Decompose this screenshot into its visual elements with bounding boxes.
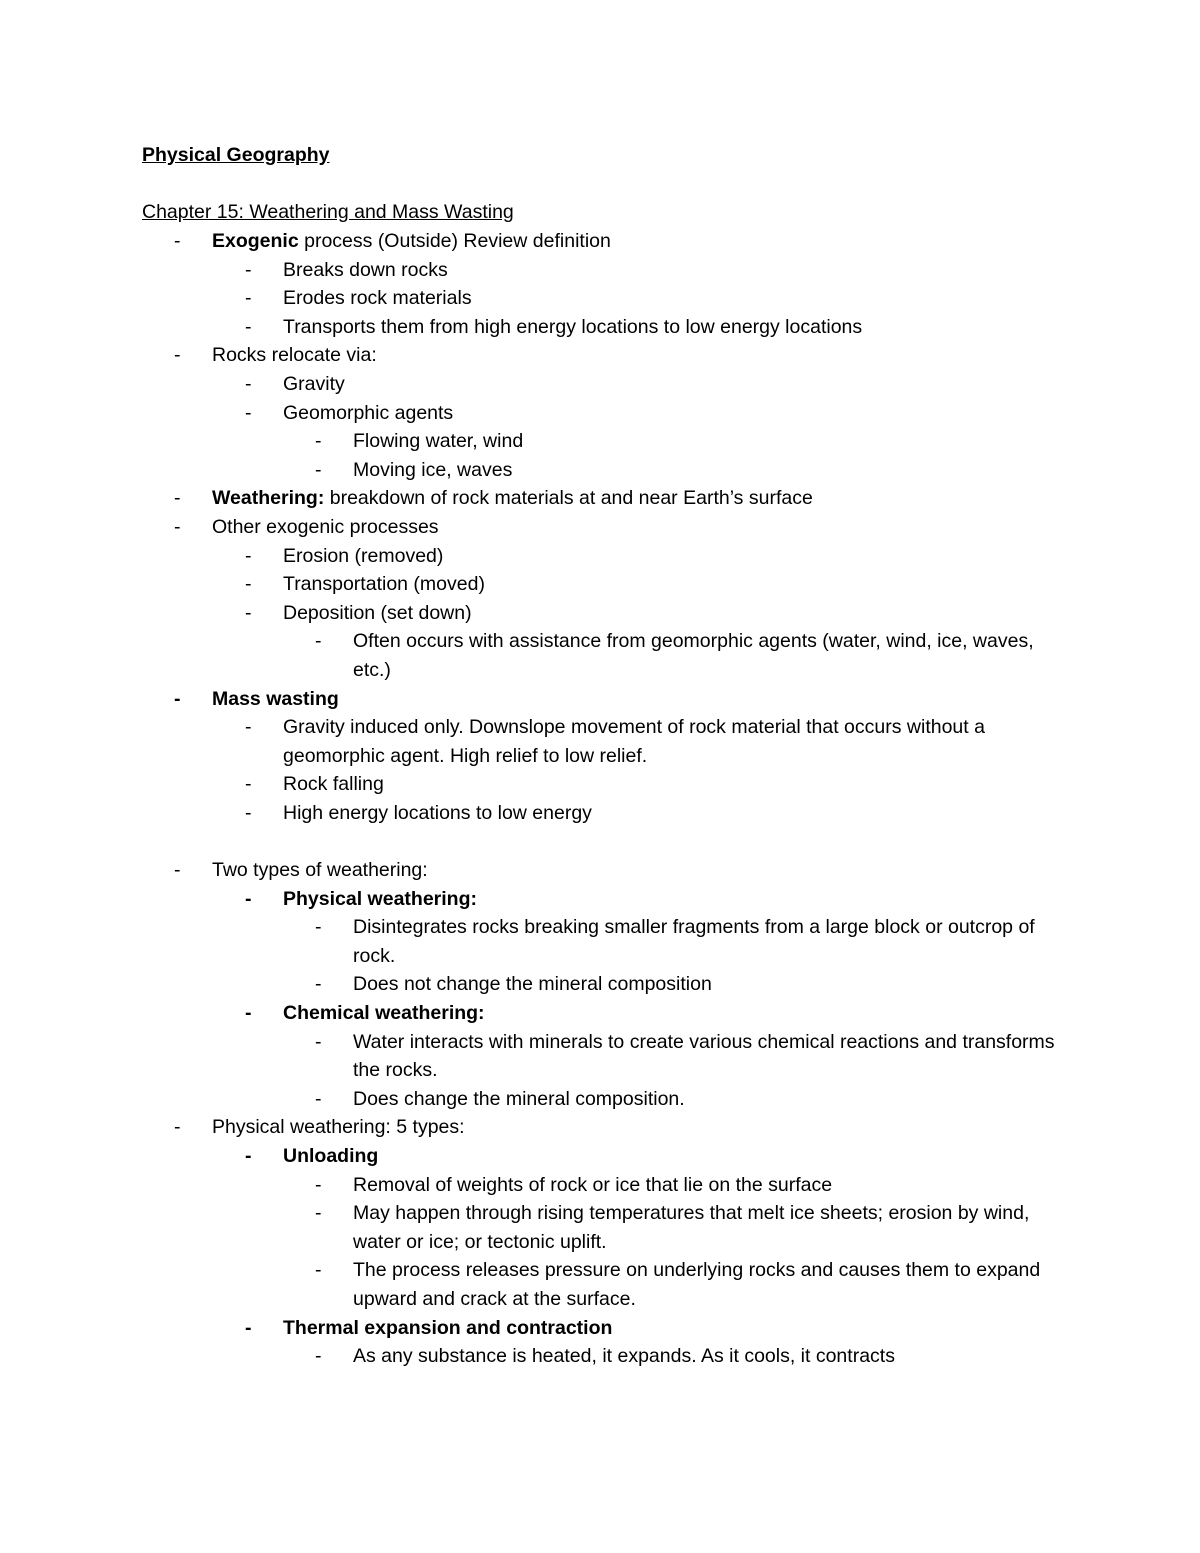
list-item-text <box>283 256 1073 285</box>
item-body-text: Erodes rock materials <box>283 287 472 310</box>
list-item <box>0 970 1200 999</box>
bullet-dash: - <box>174 1116 181 1139</box>
list-item-text <box>353 1085 1073 1114</box>
list-item-text <box>353 627 1073 684</box>
list-item-text <box>212 1113 1092 1142</box>
list-item-text <box>283 399 1073 428</box>
list-item <box>0 856 1200 885</box>
list-item <box>0 1256 1200 1313</box>
bullet-dash: - <box>315 1087 322 1110</box>
bullet-dash: - <box>315 1030 322 1053</box>
list-item-text <box>353 1171 1073 1200</box>
chapter-heading: Chapter 15: Weathering and Mass Wasting <box>142 201 514 223</box>
list-item <box>0 341 1200 370</box>
list-item-text <box>283 999 1073 1028</box>
list-item-text <box>283 799 1073 828</box>
item-body-text: Transportation (moved) <box>283 573 485 596</box>
bullet-dash: - <box>245 716 252 739</box>
item-body-text: Rocks relocate via: <box>212 344 377 367</box>
list-item <box>0 456 1200 485</box>
bullet-dash: - <box>315 458 322 481</box>
list-item <box>0 627 1200 684</box>
bullet-dash: - <box>315 1202 322 1225</box>
item-body-text: Moving ice, waves <box>353 458 513 481</box>
list-item-text <box>283 885 1073 914</box>
bullet-dash: - <box>174 859 181 882</box>
list-item <box>0 1142 1200 1171</box>
bullet-dash: - <box>315 630 322 653</box>
list-item-text <box>212 856 1092 885</box>
list-item <box>0 1314 1200 1343</box>
bullet-dash: - <box>245 801 252 824</box>
list-item <box>0 513 1200 542</box>
item-body-text: Erosion (removed) <box>283 544 444 567</box>
list-item-text <box>353 970 1073 999</box>
list-item <box>0 770 1200 799</box>
list-item <box>0 256 1200 285</box>
list-item-text <box>283 770 1073 799</box>
list-item-text <box>353 1028 1073 1085</box>
item-body-text: High energy locations to low energy <box>283 801 592 824</box>
bold-term: Physical weathering: <box>283 887 477 910</box>
list-item-text <box>283 599 1073 628</box>
list-item-text <box>353 1256 1073 1313</box>
list-item <box>0 399 1200 428</box>
item-body-text: Does change the mineral composition. <box>353 1087 685 1110</box>
list-item <box>0 484 1200 513</box>
document-title: Physical Geography <box>142 144 330 166</box>
item-body-text: Geomorphic agents <box>283 401 454 424</box>
list-item-text <box>212 513 1092 542</box>
list-item-text <box>283 570 1073 599</box>
item-body-text: Other exogenic processes <box>212 515 439 538</box>
item-body-text: Disintegrates rocks breaking smaller fragments from a large block or outcrop of rock. <box>353 916 1035 967</box>
item-body-text: Physical weathering: 5 types: <box>212 1116 465 1139</box>
bold-term: Thermal expansion and contraction <box>283 1316 613 1339</box>
bullet-dash: - <box>245 401 252 424</box>
list-item <box>0 1085 1200 1114</box>
item-body-text: breakdown of rock materials at and near Earth’s surface <box>324 487 813 510</box>
bold-term: Chemical weathering: <box>283 1002 485 1025</box>
item-body-text: Flowing water, wind <box>353 430 524 453</box>
list-item-text <box>353 1199 1073 1256</box>
bullet-dash: - <box>245 315 252 338</box>
list-item <box>0 284 1200 313</box>
list-item <box>0 885 1200 914</box>
bullet-dash: - <box>174 344 181 367</box>
bullet-dash: - <box>245 258 252 281</box>
item-body-text: process (Outside) Review definition <box>298 230 611 252</box>
bullet-dash: - <box>174 687 181 710</box>
list-item-text <box>212 685 1092 714</box>
bullet-dash: - <box>245 1002 252 1025</box>
bullet-dash: - <box>245 287 252 310</box>
list-item <box>0 1342 1200 1371</box>
item-body-text: Rock falling <box>283 773 384 796</box>
list-item <box>0 1199 1200 1256</box>
list-item-text <box>353 913 1073 970</box>
bullet-dash: - <box>315 1345 322 1368</box>
item-body-text: May happen through rising temperatures that melt ice sheets; erosion by wind, water or ice; or tectonic uplift. <box>353 1202 1030 1253</box>
bullet-dash: - <box>315 1173 322 1196</box>
list-item <box>0 542 1200 571</box>
list-item <box>0 1113 1200 1142</box>
bullet-dash: - <box>174 515 181 538</box>
list-item-text <box>353 456 1073 485</box>
list-item <box>0 999 1200 1028</box>
list-item <box>0 313 1200 342</box>
list-item-text <box>283 542 1073 571</box>
list-item <box>0 685 1200 714</box>
notes-outline <box>0 227 1200 1371</box>
bold-term: Unloading <box>283 1145 379 1167</box>
bullet-dash: - <box>245 573 252 596</box>
list-item-text <box>283 370 1073 399</box>
list-item <box>0 799 1200 828</box>
item-body-text: Two types of weathering: <box>212 859 428 882</box>
list-item-text <box>283 313 1073 342</box>
blank-line <box>0 827 1200 856</box>
item-body-text: As any substance is heated, it expands. As it cools, it contracts <box>353 1345 895 1368</box>
bullet-dash: - <box>245 601 252 624</box>
list-item-text <box>283 1142 1073 1171</box>
bullet-dash: - <box>245 773 252 796</box>
item-body-text: Deposition (set down) <box>283 601 472 624</box>
item-body-text: Transports them from high energy locations to low energy locations <box>283 315 863 338</box>
bullet-dash: - <box>245 1145 252 1167</box>
item-body-text: Water interacts with minerals to create various chemical reactions and transforms the rocks. <box>353 1030 1055 1082</box>
list-item-text <box>353 427 1073 456</box>
bullet-dash: - <box>245 1316 252 1339</box>
item-body-text: Gravity <box>283 372 345 395</box>
list-item <box>0 599 1200 628</box>
bullet-dash: - <box>174 230 181 252</box>
bullet-dash: - <box>315 916 322 939</box>
item-body-text: Gravity induced only. Downslope movement of rock material that occurs without a geomorphic agent. High relief to low relief. <box>283 716 985 767</box>
list-item <box>0 570 1200 599</box>
list-item-text <box>283 1314 1073 1343</box>
bullet-dash: - <box>315 973 322 996</box>
list-item-text <box>212 227 1092 256</box>
list-item <box>0 913 1200 970</box>
list-item-text <box>212 484 1092 513</box>
list-item-text <box>283 713 1073 770</box>
list-item <box>0 1028 1200 1085</box>
list-item <box>0 370 1200 399</box>
item-body-text: Does not change the mineral composition <box>353 973 712 996</box>
list-item-text <box>283 284 1073 313</box>
list-item <box>0 227 1200 256</box>
bold-term: Exogenic <box>212 230 299 252</box>
bullet-dash: - <box>245 372 252 395</box>
item-body-text: Breaks down rocks <box>283 258 448 281</box>
item-body-text: Removal of weights of rock or ice that lie on the surface <box>353 1173 833 1196</box>
bullet-dash: - <box>245 887 252 910</box>
list-item <box>0 427 1200 456</box>
bullet-dash: - <box>245 544 252 567</box>
list-item <box>0 713 1200 770</box>
list-item-text <box>353 1342 1073 1371</box>
list-item-text <box>212 341 1092 370</box>
bullet-dash: - <box>315 1259 322 1282</box>
item-body-text: The process releases pressure on underlying rocks and causes them to expand upward and crack at the surface. <box>353 1259 1041 1310</box>
list-item <box>0 1171 1200 1200</box>
bullet-dash: - <box>174 487 181 510</box>
bold-term: Weathering: <box>212 487 325 510</box>
bullet-dash: - <box>315 430 322 453</box>
bold-term: Mass wasting <box>212 687 339 710</box>
item-body-text: Often occurs with assistance from geomorphic agents (water, wind, ice, waves, etc.) <box>353 630 1034 681</box>
